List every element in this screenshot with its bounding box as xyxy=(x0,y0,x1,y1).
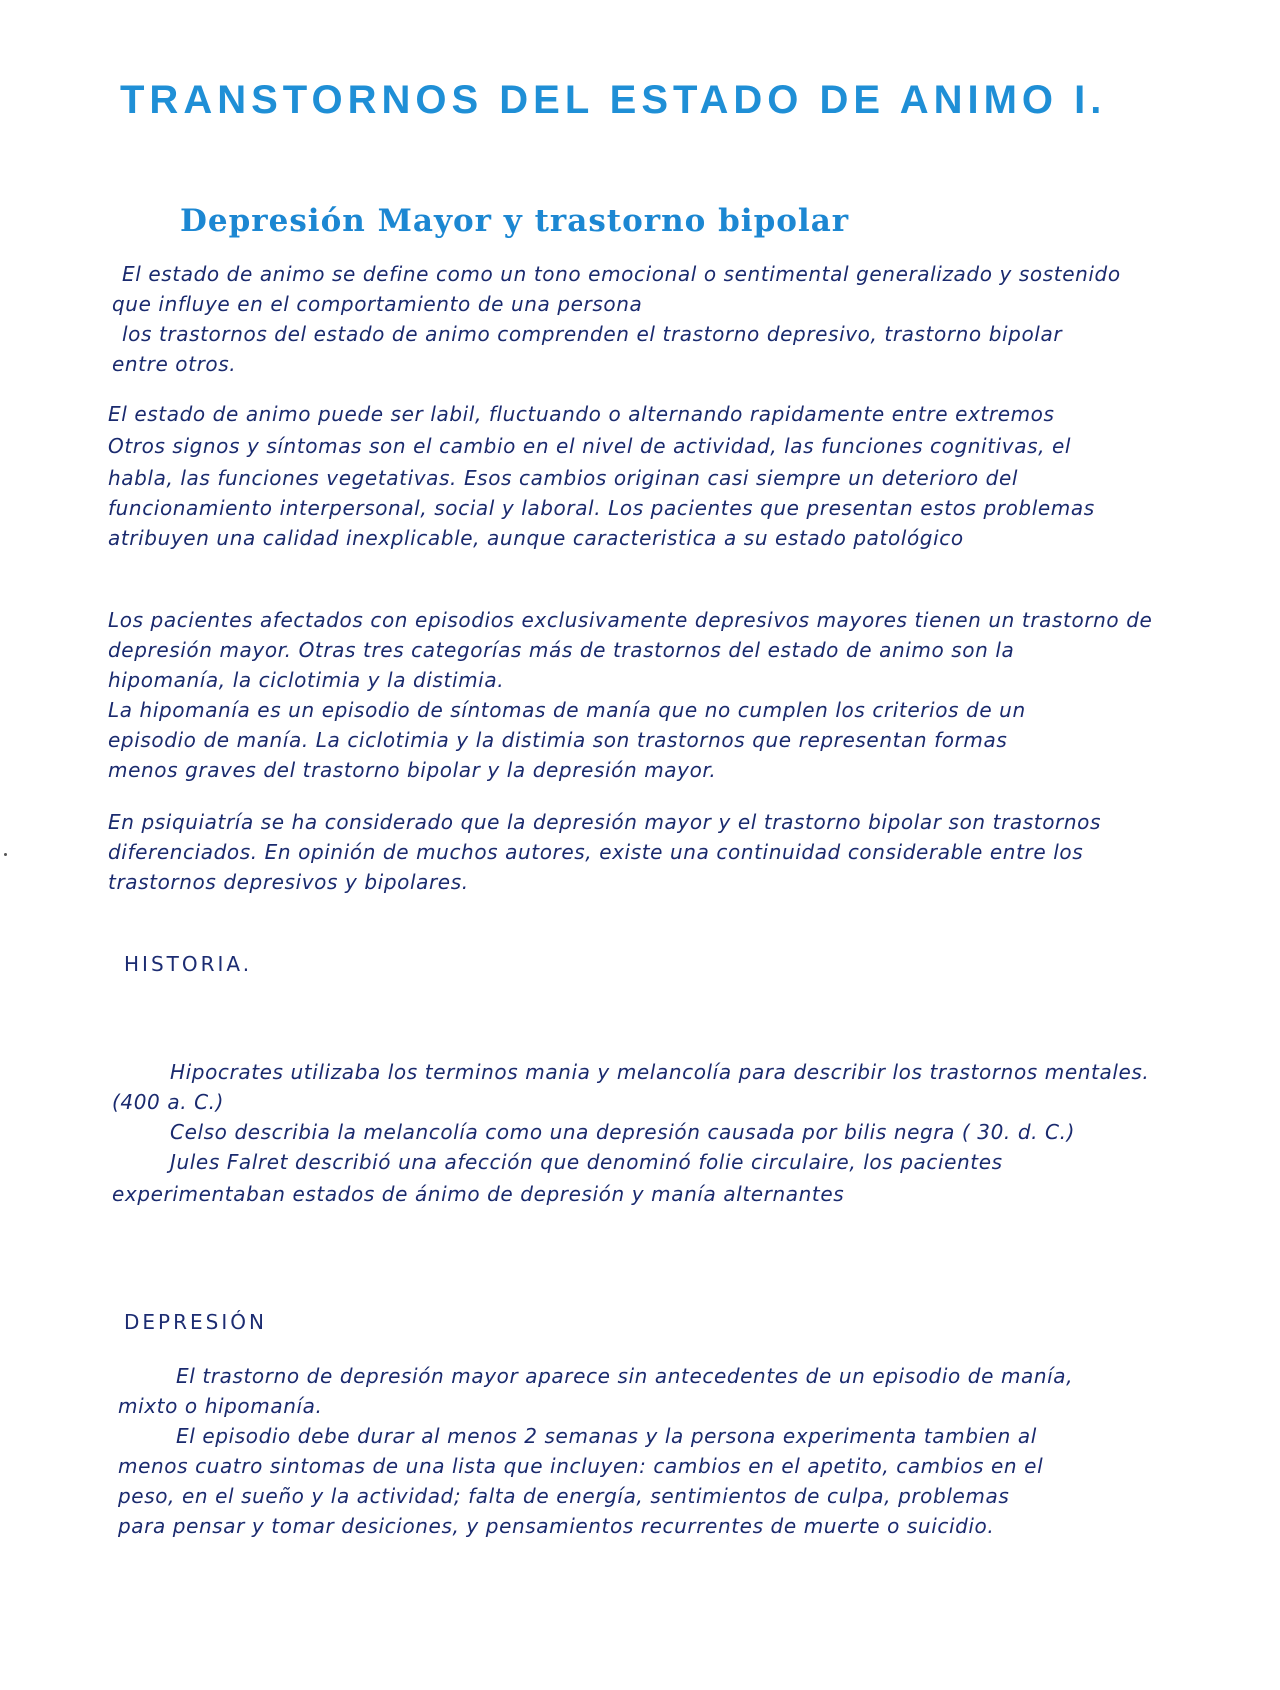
section-heading-depresion: DEPRESIÓN xyxy=(124,1310,267,1334)
text-line: El estado de animo puede ser labil, fluctuando o alternando rapidamente entre extremos xyxy=(108,402,1055,426)
text-line: que influye en el comportamiento de una persona xyxy=(112,292,643,316)
text-line: (400 a. C.) xyxy=(112,1090,225,1114)
text-line: Los pacientes afectados con episodios exclusivamente depresivos mayores tienen un trastorno de xyxy=(108,608,1153,632)
text-line: peso, en el sueño y la actividad; falta de energía, sentimientos de culpa, problemas xyxy=(118,1484,1010,1508)
text-line: depresión mayor. Otras tres categorías más de trastornos del estado de animo son la xyxy=(108,638,1015,662)
page-subtitle: Depresión Mayor y trastorno bipolar xyxy=(180,203,850,239)
text-line: El estado de animo se define como un tono emocional o sentimental generalizado y sostenido xyxy=(122,262,1121,286)
text-line: habla, las funciones vegetativas. Esos cambios originan casi siempre un deterioro del xyxy=(108,466,1019,490)
text-line: para pensar y tomar desiciones, y pensamientos recurrentes de muerte o suicidio. xyxy=(118,1514,995,1538)
page-title: TRANSTORNOS DEL ESTADO DE ANIMO I. xyxy=(120,78,1107,122)
text-line: menos cuatro sintomas de una lista que incluyen: cambios en el apetito, cambios en el xyxy=(118,1454,1044,1478)
stray-dot xyxy=(4,853,7,856)
text-line: En psiquiatría se ha considerado que la depresión mayor y el trastorno bipolar son trastornos xyxy=(108,810,1102,834)
text-line: mixto o hipomanía. xyxy=(118,1394,323,1418)
text-line: menos graves del trastorno bipolar y la depresión mayor. xyxy=(108,758,717,782)
text-line: Otros signos y síntomas son el cambio en el nivel de actividad, las funciones cognitivas, el xyxy=(108,434,1072,458)
text-line: entre otros. xyxy=(112,352,237,376)
text-line: El trastorno de depresión mayor aparece sin antecedentes de un episodio de manía, xyxy=(176,1364,1074,1388)
text-line: El episodio debe durar al menos 2 semanas y la persona experimenta tambien al xyxy=(176,1424,1037,1448)
text-line: hipomanía, la ciclotimia y la distimia. xyxy=(108,668,505,692)
text-line: experimentaban estados de ánimo de depresión y manía alternantes xyxy=(112,1182,845,1206)
text-line: episodio de manía. La ciclotimia y la distimia son trastornos que representan formas xyxy=(108,728,1008,752)
text-line: trastornos depresivos y bipolares. xyxy=(108,870,469,894)
text-line: funcionamiento interpersonal, social y laboral. Los pacientes que presentan estos problemas xyxy=(108,496,1095,520)
text-line: Jules Falret describió una afección que denominó folie circulaire, los pacientes xyxy=(170,1150,1003,1174)
text-line: La hipomanía es un episodio de síntomas de manía que no cumplen los criterios de un xyxy=(108,698,1026,722)
text-line: diferenciados. En opinión de muchos autores, existe una continuidad considerable entre los xyxy=(108,840,1084,864)
text-line: Hipocrates utilizaba los terminos mania y melancolía para describir los trastornos mentales. xyxy=(170,1060,1150,1084)
text-line: los trastornos del estado de animo comprenden el trastorno depresivo, trastorno bipolar xyxy=(122,322,1063,346)
text-line: Celso describia la melancolía como una depresión causada por bilis negra ( 30. d. C.) xyxy=(170,1120,1075,1144)
text-line: atribuyen una calidad inexplicable, aunque caracteristica a su estado patológico xyxy=(108,526,964,550)
section-heading-historia: HISTORIA. xyxy=(124,952,253,976)
